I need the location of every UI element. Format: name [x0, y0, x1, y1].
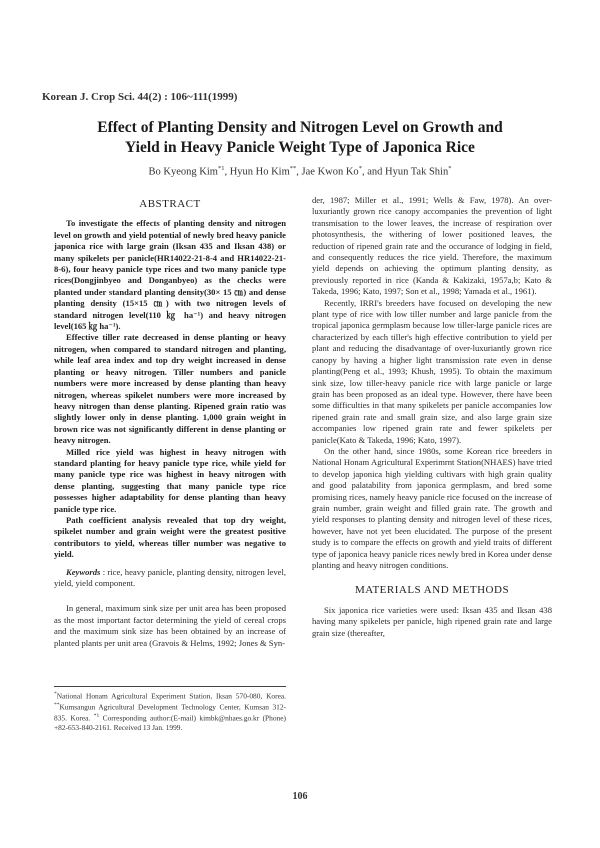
introduction-paragraph: Recently, IRRI's breeders have focused on developing the new plant type of rice with low tiller number and large panicle from the tropical japonica germplasm because low tiller-large panicle rices are characterized by each tiller's high effective contribution to yield per plant and reducing the disadvantage of over-luxuriantly grown rice canopy by having a higher light transmission rate even in dense planting(Peng et al., 1993; Khush, 1995). To obtain the maximum sink size, low tiller-heavy panicle rice with large panicle or large grain has been proposed as an ideal type. However, there have been some difficulties in that many spikelets per panicle accompanies low ripened grain rate and small grain size, and also large grain size accompanies low ripened grain rate and fewer spikelets per panicle(Kato & Takeda, 1996; Kato, 1997).: [312, 297, 552, 445]
methods-heading: MATERIALS AND METHODS: [354, 584, 510, 597]
author-list: [40, 165, 560, 178]
author-affiliation-mark: *: [448, 165, 452, 172]
author-affiliation-mark: **: [289, 165, 297, 172]
abstract-paragraph: To investigate the effects of planting density and nitrogen level on growth and yield potential of newly bred heavy panicle japonica rice with large grain (Iksan 435 and Iksan 438) or many spikelets per panicle(HR14022-21-8-4 and HR14022-21-8-6), four heavy panicle type rices and two many panicle type rices(Dongjinbyeo and Donganbyeo) as the checks were planted under standard planting density(30× 15 ㎝) and dense planting density (15×15 ㎝) with two nitrogen levels of standard nitrogen level(110 ㎏ ha⁻¹) and heavy nitrogen level(165 ㎏ ha⁻¹).: [54, 218, 286, 332]
author-name: Bo Kyeong Kim: [148, 166, 218, 178]
footnote-divider: [54, 686, 286, 687]
author-affiliation-mark: *: [358, 165, 362, 172]
author-affiliation-mark: *1: [217, 165, 225, 172]
right-column: [312, 195, 552, 639]
author-separator: ,: [296, 166, 302, 178]
introduction-paragraph: der, 1987; Miller et al., 1991; Wells & Faw, 1978). An over-luxuriantly grown rice canopy accompanies the prevention of light transmisation to the lower leaves, the increase of respiration over photosynthesis, the withering of lower positioned leaves, the reduction of ripened grain rate and the occurance of lodging in field, and consequently reduces the rice yield. Therefore, the maximum yield depends on achieving the optimum planting density, as previously reported in rice (Kanda & Kakizaki, 1957a,b; Kato & Takeda, 1996; Kato, 1997; Son et al., 1998; Yamada et al., 1961).: [312, 195, 552, 297]
journal-citation: Korean J. Crop Sci. 44(2) : 106~111(1999): [42, 91, 238, 103]
author-separator: , and: [361, 166, 385, 178]
left-column: [54, 195, 286, 649]
author-name: Hyun Ho Kim: [229, 166, 290, 178]
keywords-label: Keywords: [66, 566, 101, 577]
footnote-mark: *: [54, 691, 57, 697]
footnote-text: Corresponding author:(E-mail) kimbk@nhaes.go.kr (Phone) +82-653-840-2161. Received 13 Jan. 1999.: [54, 713, 286, 733]
author-name: Hyun Tak Shin: [384, 166, 449, 178]
abstract-heading: ABSTRACT: [139, 198, 201, 210]
keywords: [54, 567, 286, 590]
footnote-mark: *1: [93, 713, 100, 720]
author-name: Jae Kwon Ko: [301, 166, 359, 178]
title-line-2: Yield in Heavy Panicle Weight Type of Japonica Rice: [125, 139, 475, 156]
footnote-text: Kumsangun Agricultural Development Technology Center, Kumsan 312-835. Korea.: [54, 702, 286, 723]
methods-paragraph: Six japonica rice varieties were used: Iksan 435 and Iksan 438 having many spikelets per panicle, high ripened grain rate and large grain size (thereafter,: [312, 604, 552, 638]
keywords-text: : rice, heavy panicle, planting density, nitrogen level, yield, yield component.: [54, 566, 286, 588]
title-line-1: Effect of Planting Density and Nitrogen Level on Growth and: [97, 119, 503, 136]
affiliation-footnote: [54, 690, 286, 733]
footnote-mark: **: [54, 702, 60, 709]
footnote-text: National Honam Agricultural Experiment Station, Iksan 570-080, Korea.: [56, 691, 286, 701]
introduction-paragraph: In general, maximum sink size per unit area has been proposed as the most important factor determining the yield of cereal crops and the maximum sink size has been obtained by an increase of planted plants per unit area (Gravois & Helms, 1992; Jones & Syn-: [54, 603, 286, 648]
abstract-paragraph: Effective tiller rate decreased in dense planting or heavy nitrogen, when compared to standard nitrogen and planting, while leaf area index and top dry weight increased in dense planting or heavy nitrogen. Tiller numbers and panicle numbers were more increased by dense planting than heavy nitrogen, whereas spikelet numbers were more increased by heavy nitrogen than dense planting. Ripened grain ratio was slightly lower only in dense planting. 1,000 grain weight in brown rice was not significantly different in dense planting or heavy nitrogen.: [54, 332, 286, 446]
author-separator: ,: [224, 166, 230, 178]
paper-title: [40, 118, 560, 158]
page-number: 106: [292, 791, 308, 802]
abstract-paragraph: Path coefficient analysis revealed that top dry weight, spikelet number and grain weight were the greatest positive contributors to yield, whereas tiller number was negative to yield.: [54, 514, 286, 560]
introduction-paragraph: On the other hand, since 1980s, some Korean rice breeders in National Honam Agricultural Experimrnt Station(NHAES) have tried to develop japonica high yielding cultivars with high grain quality and good palatability from japonica germplasm, and bred some promising rices, namely heavy panicle rice focused on the increase of grain number, grain weight and filled grain rate. The growth and yield responses to planting density and nitrogen level of these rices, however, have not yet been elucidated. The purpose of the present study is to compare the effects on growth and yield traits of different type of japonica heavy panicle rices newly bred in Korea under dense planting and heavy nitrogen conditions.: [312, 445, 552, 570]
abstract-paragraph: Milled rice yield was highest in heavy nitrogen with standard planting for heavy panicle type rice, while yield for many panicle type rice was highest in heavy nitrogen with dense planting, suggesting that many panicle type rice possesses higher adaptability for dense planting than heavy panicle type rice.: [54, 446, 286, 514]
